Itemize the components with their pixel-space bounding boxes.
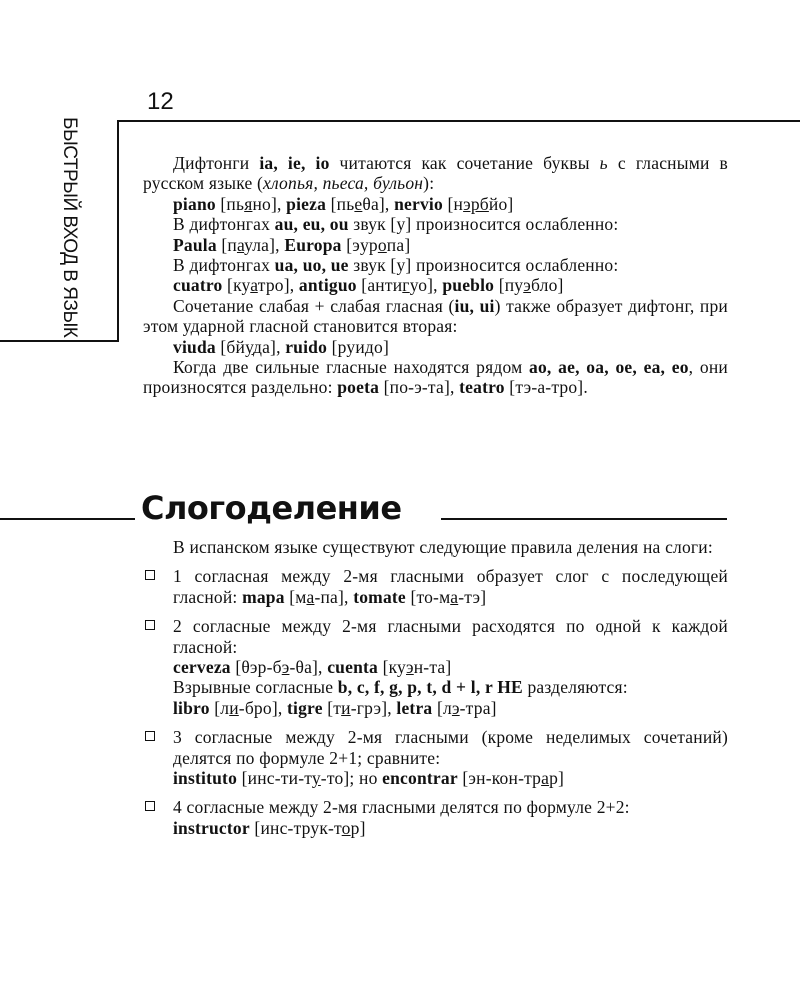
example-line: cuatro [куатро], antiguo [антигуо], pueblo [пуэбло] xyxy=(173,275,564,296)
section-heading: Слогоделение xyxy=(141,489,402,527)
syllables-section xyxy=(143,537,728,838)
frame-top-rule xyxy=(117,120,800,122)
checkbox-bullet-icon xyxy=(145,801,155,811)
diphthongs-section xyxy=(143,153,728,398)
rule-item: 2 согласные между 2-мя гласными расходятся по одной к каждой гласной: cerveza [θэр-бэ-θа], cuenta [куэн-та] Взрывные согласные b, c, f, g, p, t, d + l, r НЕ разделяются: libro [ли-бро], tigre [ти-грэ], letra [лэ-тра] xyxy=(143,616,728,718)
paragraph-diphthongs-au-eu-ou: В дифтонгах au, eu, ou звук [у] произносится ослабленно: xyxy=(173,214,619,235)
rule-item: 3 согласные между 2-мя гласными (кроме неделимых сочетаний) делятся по формуле 2+1; сравните: instituto [инс-ти-ту-то]; но encontrar [эн-кон-трар] xyxy=(143,727,728,788)
heading-rule-right xyxy=(441,518,727,520)
checkbox-bullet-icon xyxy=(145,620,155,630)
frame-vertical-rule xyxy=(117,120,119,342)
page-number: 12 xyxy=(147,88,174,115)
heading-rule-left xyxy=(0,518,135,520)
rule-item: 4 согласные между 2-мя гласными делятся по формуле 2+2: instructor [инс-трук-тор] xyxy=(143,797,728,838)
example-line: Paula [паула], Europa [эуропа] xyxy=(173,234,411,255)
checkbox-bullet-icon xyxy=(145,731,155,741)
paragraph-diphthongs-ua-uo-ue: В дифтонгах ua, uo, ue звук [у] произносится ослабленно: xyxy=(173,255,619,276)
paragraph-strong-strong: Когда две сильные гласные находятся рядом ao, ae, oa, oe, ea, eo, они произносятся раздельно: poeta [по-э-та], teatro [тэ-а-тро]. xyxy=(143,357,728,398)
example-line: piano [пьяно], pieza [пьеθа], nervio [нэрбйо] xyxy=(173,193,514,214)
frame-bottom-rule xyxy=(0,340,119,342)
checkbox-bullet-icon xyxy=(145,570,155,580)
side-running-title: БЫСТРЫЙ ВХОД В ЯЗЫК xyxy=(59,117,80,338)
rule-item: 1 согласная между 2-мя гласными образует слог с последующей гласной: mapa [ма-па], tomate [то-ма-тэ] xyxy=(143,566,728,607)
paragraph-weak-weak: Сочетание слабая + слабая гласная (iu, ui) также образует дифтонг, при этом ударной гласной становится вторая: xyxy=(143,295,728,337)
syllables-intro: В испанском языке существуют следующие правила деления на слоги: xyxy=(173,537,713,557)
example-line: viuda [бйуда], ruido [руидо] xyxy=(173,336,390,357)
paragraph-diphthongs-ia-ie-io: Дифтонги ia, ie, io читаются как сочетание буквы ь с гласными в русском языке (хлопья, пьеса, бульон): xyxy=(143,153,729,194)
